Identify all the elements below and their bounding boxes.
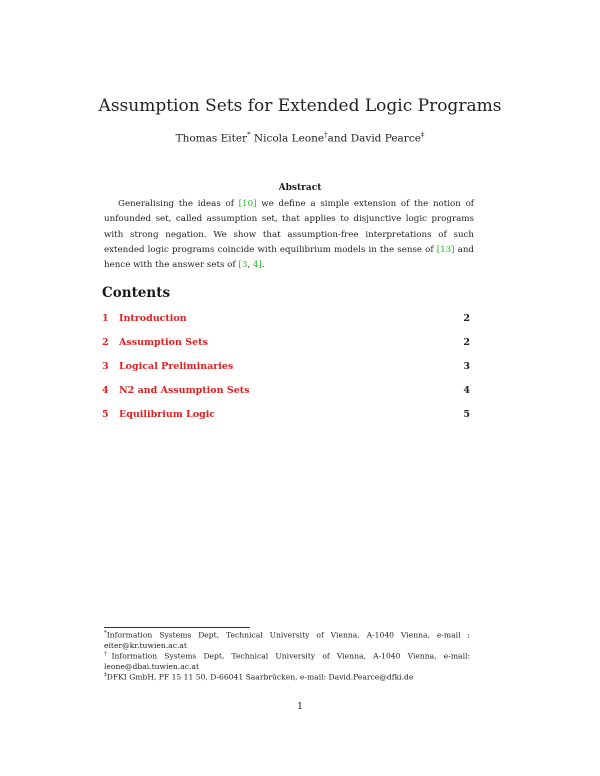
citation-link[interactable]: [13] <box>436 244 455 255</box>
citation-link[interactable]: [10] <box>238 199 257 209</box>
page-number: 1 <box>296 701 304 712</box>
toc-title[interactable]: Equilibrium Logic <box>119 409 216 420</box>
footnote-text: Information Systems Dept, Technical University of Vienna, A-1040 Vienna, e-mail : eiter@kr.tuwien.ac.at <box>104 630 470 651</box>
toc-number: 2 <box>102 337 109 348</box>
citation-link[interactable]: 4] <box>252 260 262 271</box>
toc-number: 1 <box>102 313 109 324</box>
abstract-heading: Abstract <box>278 183 322 193</box>
toc-page: 2 <box>463 313 470 324</box>
footnote <box>104 670 470 683</box>
citation-link[interactable]: [3 <box>238 260 248 271</box>
toc-title[interactable]: Logical Preliminaries <box>119 361 234 372</box>
footnote <box>104 628 470 652</box>
author-name: Nicola Leone <box>253 132 325 145</box>
toc-number: 4 <box>102 385 109 396</box>
footnote-mark: * <box>104 630 107 636</box>
footnote-mark: ‡ <box>104 672 107 678</box>
toc-entry[interactable] <box>102 385 470 399</box>
author-line <box>0 131 600 145</box>
toc-entry[interactable] <box>102 313 470 327</box>
footnote-mark[interactable]: * <box>247 131 251 139</box>
author-name: and David Pearce <box>327 132 421 145</box>
footnote-text: DFKI GmbH, PF 15 11 50, D-66041 Saarbrücken, e-mail: David.Pearce@dfki.de <box>106 672 414 682</box>
footnote <box>104 649 470 673</box>
footnote-mark[interactable]: † <box>324 131 328 139</box>
toc-page: 5 <box>463 409 470 420</box>
toc-number: 3 <box>102 361 109 372</box>
author-name: Thomas Eiter <box>175 132 248 145</box>
toc-page: 2 <box>463 337 470 348</box>
abstract-body: Generalising the ideas of [10] we define a simple extension of the notion of unfounded set, called assumption set, that applies to disjunctive logic programs with strong negation. We show that assumption-free interpretations of such extended logic programs coincide with equilibrium models in the sense of [13] and hence with the answer sets of [3, 4]. <box>104 199 475 271</box>
toc-page: 4 <box>463 385 470 396</box>
toc-title[interactable]: Assumption Sets <box>119 337 208 348</box>
toc-title[interactable]: Introduction <box>119 313 187 324</box>
footnote-mark: † <box>104 651 112 657</box>
toc-number: 5 <box>102 409 109 420</box>
toc-page: 3 <box>463 361 470 372</box>
footnote-mark[interactable]: ‡ <box>420 131 425 139</box>
toc-entry[interactable] <box>102 409 470 423</box>
toc-entry[interactable] <box>102 361 470 375</box>
contents-heading: Contents <box>102 285 171 301</box>
toc-title[interactable]: N2 and Assumption Sets <box>119 385 250 396</box>
toc-entry[interactable] <box>102 337 470 351</box>
footnote-text: Information Systems Dept, Technical University of Vienna, A-1040 Vienna, e-mail: leone@dbai.tuwien.ac.at <box>104 651 470 672</box>
paper-title: Assumption Sets for Extended Logic Programs <box>98 96 502 116</box>
